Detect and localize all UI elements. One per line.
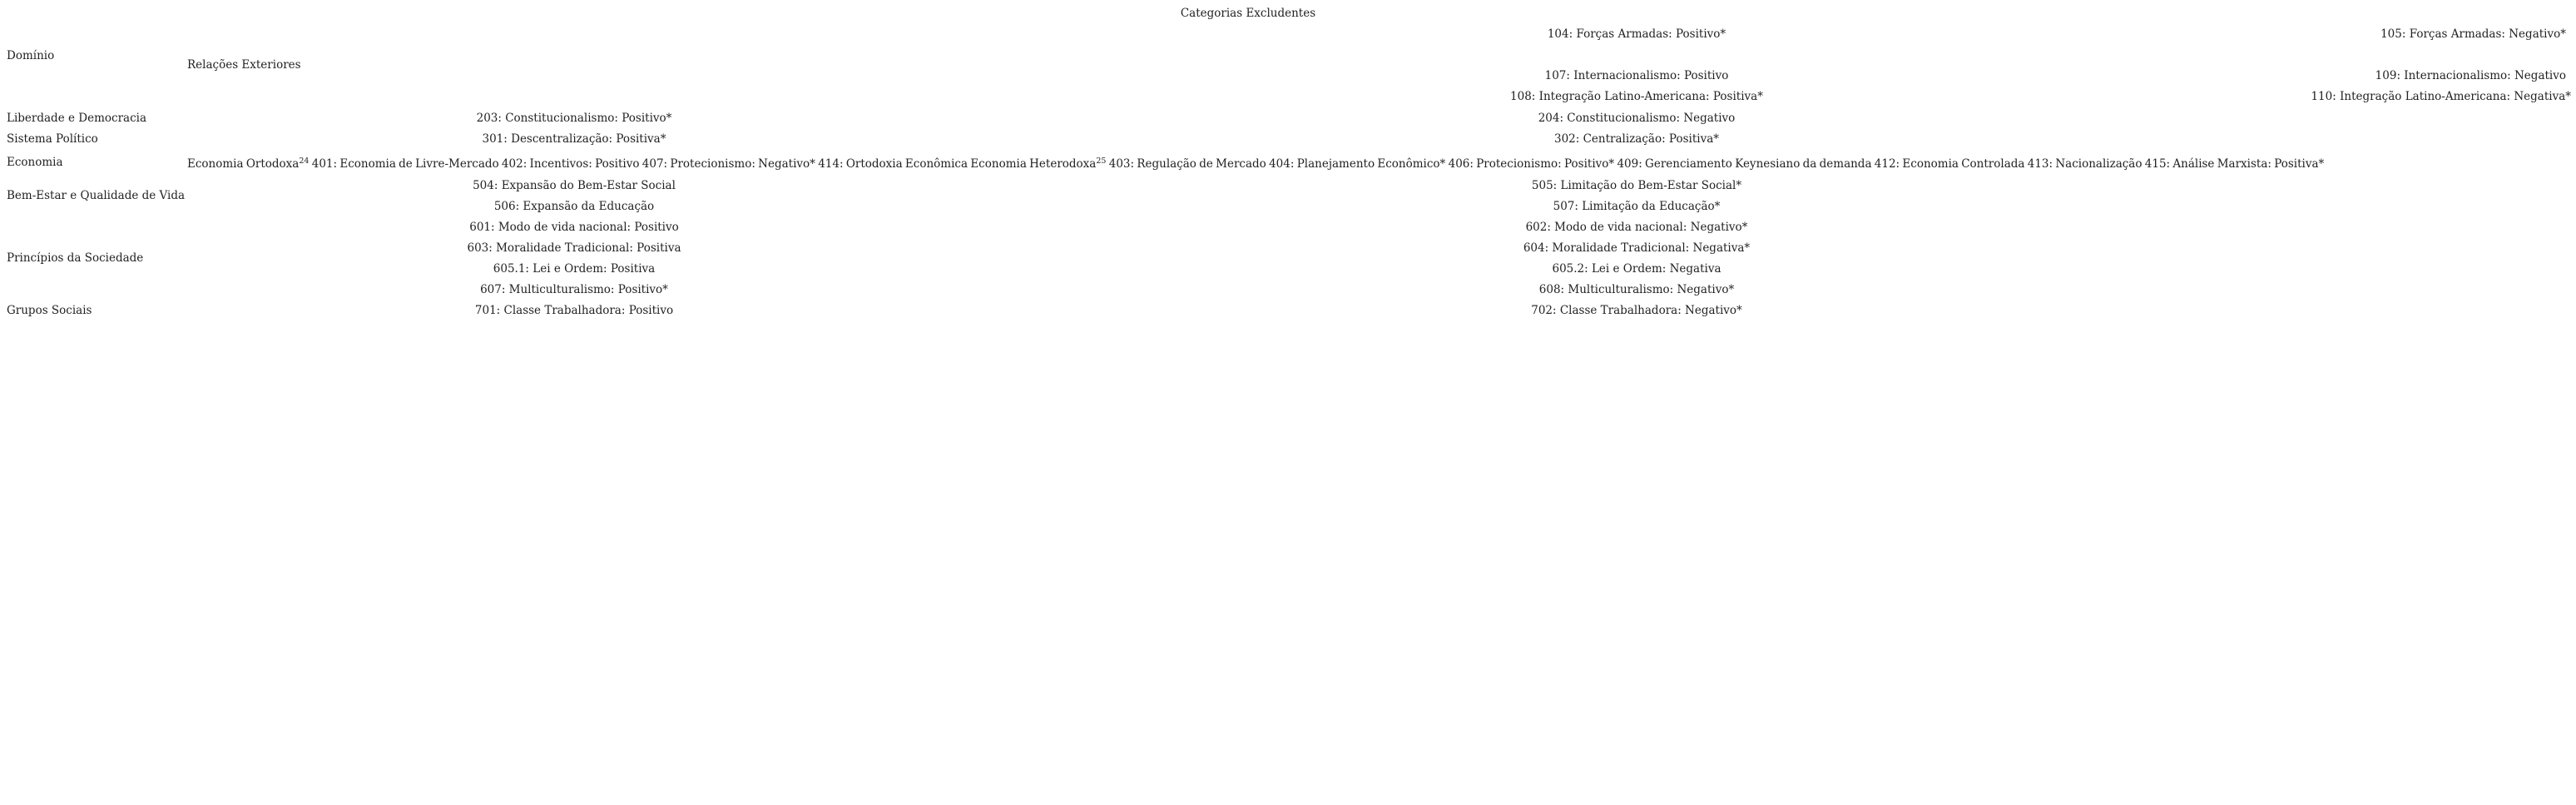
domain-economy: Economia	[7, 156, 63, 169]
table-title: Categorias Excludentes	[1180, 7, 1316, 20]
domain-social-groups: Grupos Sociais	[7, 304, 92, 317]
category-cell: 701: Classe Trabalhadora: Positivo	[474, 304, 674, 317]
category-cell: 607: Multiculturalismo: Positivo*	[480, 283, 668, 296]
heterodox-economy-label: Economia Heterodoxa	[970, 157, 1097, 171]
domain-welfare: Bem-Estar e Qualidade de Vida	[7, 189, 186, 202]
domain-freedom-democracy: Liberdade e Democracia	[7, 112, 146, 125]
category-cell: 605.1: Lei e Ordem: Positiva	[493, 262, 656, 276]
category-cell: 507: Limitação da Educação*	[1553, 200, 1721, 213]
footnote-marker: 25	[1096, 157, 1107, 166]
category-cell: 605.2: Lei e Ordem: Negativa	[1552, 262, 1721, 276]
category-cell: 110: Integração Latino-Americana: Negativa*	[2311, 90, 2571, 103]
footnote-marker: 24	[299, 157, 310, 166]
category-cell: 105: Forças Armadas: Negativo*	[2380, 27, 2566, 41]
category-cell: 108: Integração Latino-Americana: Positiva*	[1510, 90, 1763, 103]
category-cell: 602: Modo de vida nacional: Negativo*	[1525, 221, 1748, 234]
category-cell: 109: Internacionalismo: Negativo	[2375, 69, 2566, 82]
orthodox-economy-items: 401: Economia de Livre-Mercado 402: Incentivos: Positivo 407: Protecionismo: Negativo* 414: Ortodoxia Econômica	[311, 157, 968, 171]
category-cell: 506: Expansão da Educação	[493, 200, 655, 213]
category-cell: 608: Multiculturalismo: Negativo*	[1538, 283, 1735, 296]
category-cell: 603: Moralidade Tradicional: Positiva	[467, 241, 681, 255]
orthodox-economy-label: Economia Ortodoxa	[187, 157, 300, 171]
category-cell: 203: Constitucionalismo: Positivo*	[476, 112, 672, 125]
category-cell: 301: Descentralização: Positiva*	[482, 132, 666, 146]
heterodox-economy-items: 403: Regulação de Mercado 404: Planejamento Econômico* 406: Protecionismo: Positivo* 409: Gerenciamento Keynesiano da demanda 412: Economia Controlada 413: Nacionalização 415: Análise Marxista: Positiva*	[1108, 157, 2325, 171]
domain-column-header: Domínio	[7, 49, 55, 62]
domain-political-system: Sistema Político	[7, 132, 98, 146]
category-cell: 604: Moralidade Tradicional: Negativa*	[1523, 241, 1751, 255]
category-cell: 505: Limitação do Bem-Estar Social*	[1531, 179, 1742, 192]
domain-society-principles: Princípios da Sociedade	[7, 251, 144, 265]
domain-foreign-relations: Relações Exteriores	[187, 58, 301, 72]
category-cell: 702: Classe Trabalhadora: Negativo*	[1531, 304, 1742, 317]
category-cell: 601: Modo de vida nacional: Positivo	[469, 221, 679, 234]
category-cell: 302: Centralização: Positiva*	[1554, 132, 1719, 146]
category-cell: 504: Expansão do Bem-Estar Social	[473, 179, 676, 192]
category-cell: 107: Internacionalismo: Positivo	[1544, 69, 1729, 82]
category-cell: 204: Constitucionalismo: Negativo	[1538, 112, 1736, 125]
economy-line	[187, 157, 2324, 171]
category-cell: 104: Forças Armadas: Positivo*	[1547, 27, 1726, 41]
